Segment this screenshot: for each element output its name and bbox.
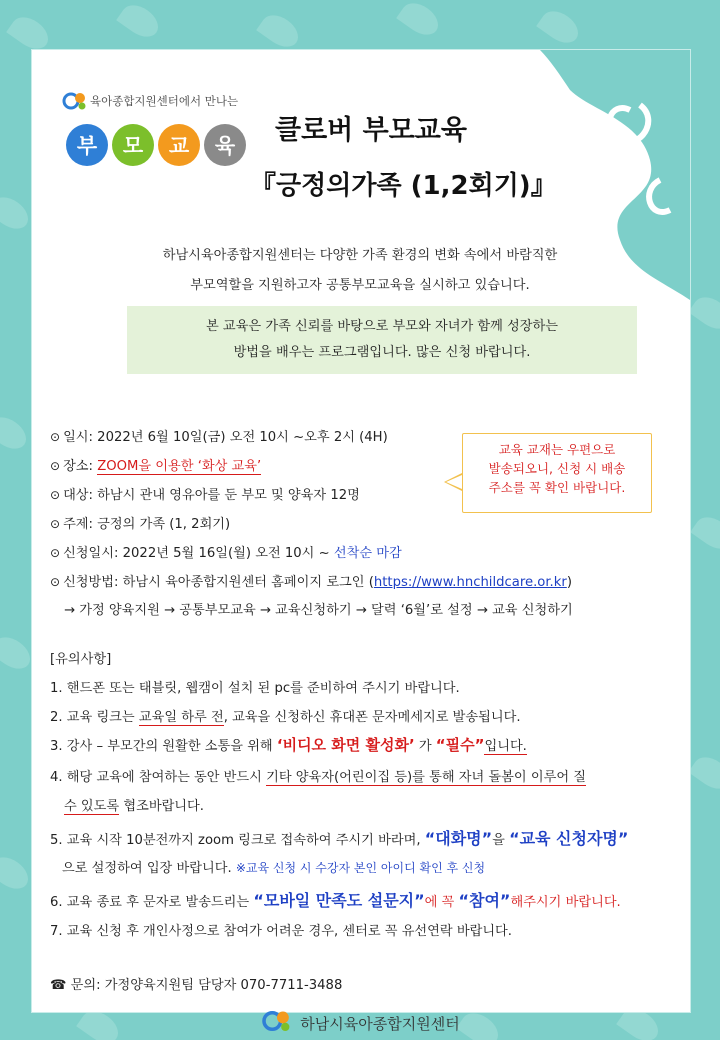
- page-title: 클로버 부모교육: [275, 115, 467, 146]
- page-subtitle: 『긍정의가족 (1,2회기)』: [250, 171, 557, 201]
- highlight-line-2: 방법을 배우는 프로그램입니다. 많은 신청 바랍니다.: [233, 345, 531, 360]
- contact-text: 문의: 가정양육지원팀 담당자 070-7711-3488: [70, 978, 343, 993]
- detail-apply-note: 선착순 마감: [333, 546, 402, 561]
- logo-badges: [66, 124, 246, 166]
- detail-place-label: 장소:: [63, 459, 98, 474]
- bullet-icon: ⊙: [50, 517, 61, 531]
- detail-date-text: 일시: 2022년 6월 10일(금) 오전 10시 ~오후 2시 (4H): [63, 430, 388, 445]
- homepage-link[interactable]: https://www.hnchildcare.or.kr: [373, 575, 567, 590]
- bullet-icon: ⊙: [50, 575, 61, 589]
- notice-item-6-b: 에 꼭: [424, 895, 459, 910]
- notice-item-2-a: 2. 교육 링크는: [50, 710, 139, 725]
- notice-item-5-nickname: “대화명”: [424, 829, 493, 848]
- badge-mo: 모: [112, 124, 154, 166]
- highlight-box: [127, 306, 637, 374]
- notice-item-5-cont: [62, 857, 485, 876]
- notice-item-4-underline: 기타 양육자(어린이집 등)를 통해 자녀 돌봄이 이루어 질: [266, 770, 586, 785]
- detail-date: [50, 426, 388, 445]
- footer-org-name: 하남시육아종합지원센터: [300, 1014, 460, 1033]
- notice-item-6: [50, 888, 621, 911]
- callout-line-1: 교육 교재는 우편으로: [498, 442, 616, 457]
- logo-tagline-row: [62, 90, 238, 112]
- notice-item-4-b: 협조바랍니다.: [119, 799, 204, 814]
- notice-item-2-b: , 교육을 신청하신 휴대폰 문자메세지로 발송됩니다.: [223, 710, 521, 725]
- detail-topic-text: 주제: 긍정의 가족 (1, 2회기): [63, 517, 231, 532]
- notice-item-5-b: 을: [492, 833, 510, 848]
- detail-method-text: 신청방법: 하남시 육아종합지원센터 홈페이지 로그인 (: [63, 575, 374, 590]
- badge-yuk: 육: [204, 124, 246, 166]
- bullet-icon: ⊙: [50, 430, 61, 444]
- brand-logo: [62, 80, 252, 180]
- detail-apply-date: [50, 542, 402, 561]
- highlight-line-1: 본 교육은 가족 신뢰를 바탕으로 부모와 자녀가 함께 성장하는: [205, 319, 558, 334]
- intro-line-1: 하남시육아종합지원센터는 다양한 가족 환경의 변화 속에서 바람직한: [162, 248, 558, 263]
- notice-item-3-b: 가: [414, 739, 436, 754]
- badge-bu: 부: [66, 124, 108, 166]
- notice-item-7: 7. 교육 신청 후 개인사정으로 참여가 어려운 경우, 센터로 꼭 유선연락 바랍니다.: [50, 924, 512, 939]
- detail-method-close: ): [566, 575, 572, 590]
- clover-logo-icon: [260, 1008, 294, 1038]
- notice-item-3-a: 3. 강사 – 부모간의 원활한 소통을 위해: [50, 739, 277, 754]
- notice-item-3-c: 입니다.: [484, 739, 527, 754]
- notice-header: [유의사항]: [50, 652, 112, 667]
- detail-target: [50, 484, 360, 503]
- detail-method-path: → 가정 양육지원 → 공통부모교육 → 교육신청하기 → 달력 ‘6월’로 설정 → 교육 신청하기: [64, 603, 573, 618]
- callout-tail-inner: [446, 475, 462, 489]
- detail-target-text: 대상: 하남시 관내 영유아를 둔 부모 및 양육자 12명: [63, 488, 360, 503]
- notice-item-6-c: 해주시기 바랍니다.: [510, 895, 621, 910]
- intro-line-2: 부모역할을 지원하고자 공통부모교육을 실시하고 있습니다.: [190, 278, 530, 293]
- notice-item-5-a: 5. 교육 시작 10분전까지 zoom 링크로 접속하여 주시기 바라며,: [50, 833, 425, 848]
- notice-item-4: [50, 766, 586, 785]
- notice-item-3: [50, 734, 527, 755]
- bullet-icon: ⊙: [50, 546, 61, 560]
- notice-item-4-underline-2: 수 있도록: [64, 799, 120, 814]
- callout-line-2: 발송되오니, 신청 시 배송: [488, 461, 626, 476]
- notice-item-2-underline: 교육일 하루 전: [138, 710, 224, 725]
- bullet-icon: ⊙: [50, 459, 61, 473]
- badge-gyo: 교: [158, 124, 200, 166]
- callout-line-3: 주소를 꼭 확인 바랍니다.: [488, 480, 626, 495]
- detail-apply-date-text: 신청일시: 2022년 5월 16일(월) 오전 10시 ~: [63, 546, 334, 561]
- notice-item-3-required: “필수”: [435, 736, 485, 754]
- notice-item-5-applicant: “교육 신청자명”: [509, 829, 629, 848]
- notice-item-1: 1. 핸드폰 또는 태블릿, 웹캠이 설치 된 pc를 준비하여 주시기 바랍니다.: [50, 681, 460, 696]
- notice-item-5-c: 으로 설정하여 입장 바랍니다.: [62, 861, 236, 876]
- clover-logo-icon: [62, 90, 88, 112]
- phone-icon: ☎: [50, 978, 67, 993]
- notice-item-4-cont: [64, 795, 204, 814]
- notice-item-6-survey: “모바일 만족도 설문지”: [253, 891, 425, 910]
- notice-item-6-a: 6. 교육 종료 후 문자로 발송드리는: [50, 895, 254, 910]
- contact-line: [50, 974, 342, 993]
- footer-org: [0, 1008, 720, 1038]
- logo-tagline: 육아종합지원센터에서 만나는: [90, 94, 239, 108]
- detail-place: [50, 455, 261, 474]
- notice-item-3-video: ‘비디오 화면 활성화’: [276, 736, 415, 754]
- notice-item-6-join: “참여”: [458, 891, 511, 910]
- detail-place-value: ZOOM을 이용한 ‘화상 교육’: [97, 459, 262, 474]
- bullet-icon: ⊙: [50, 488, 61, 502]
- textbook-callout: [462, 433, 652, 513]
- notice-item-4-a: 4. 해당 교육에 참여하는 동안 반드시: [50, 770, 267, 785]
- notice-item-2: [50, 706, 521, 725]
- detail-method: [50, 571, 572, 590]
- notice-item-5-note: ※교육 신청 시 수강자 본인 아이디 확인 후 신청: [235, 861, 486, 875]
- notice-item-5: [50, 826, 628, 849]
- detail-topic: [50, 513, 230, 532]
